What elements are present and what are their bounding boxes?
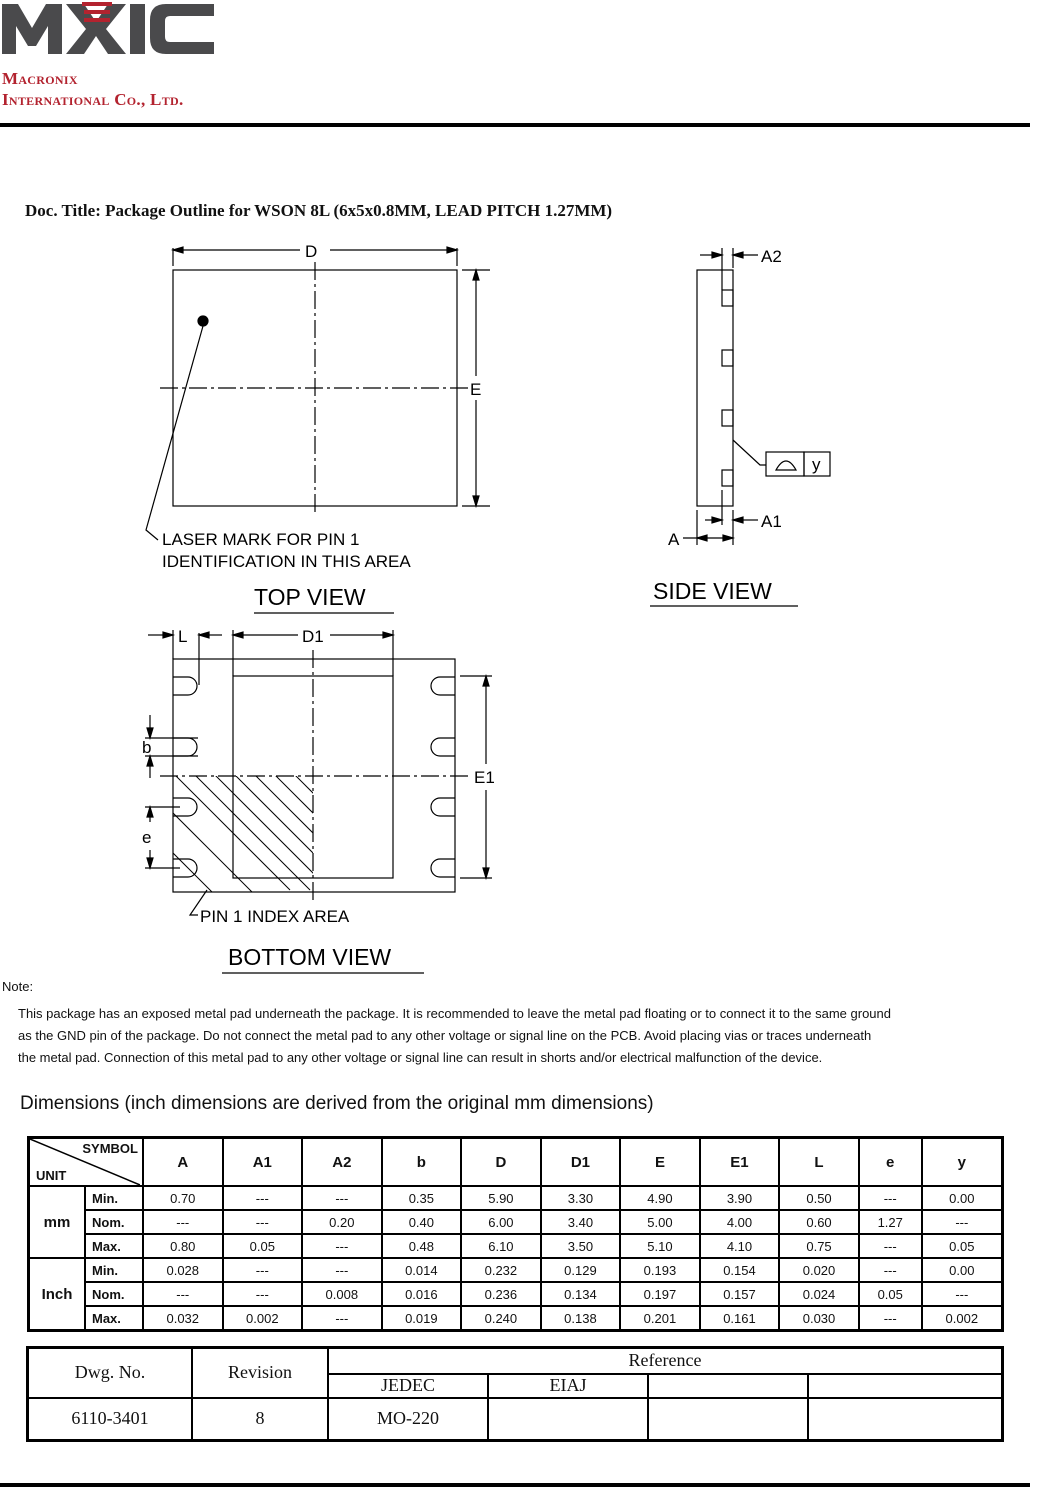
eiaj-value xyxy=(488,1398,648,1441)
dimension-value: 0.05 xyxy=(922,1234,1003,1258)
col-header: e xyxy=(859,1138,922,1187)
company-name xyxy=(2,68,184,110)
top-view-caption: TOP VIEW xyxy=(254,584,366,610)
bottom-view-caption: BOTTOM VIEW xyxy=(228,944,392,970)
dim-label-d: D xyxy=(305,242,318,261)
note-line: as the GND pin of the package. Do not connect the metal pad to any other voltage or signal line on the PCB. Avoid placing vias or traces underneath xyxy=(18,1028,872,1043)
dimension-value: 0.80 xyxy=(143,1234,223,1258)
header-rule xyxy=(0,123,1030,127)
dimension-value: 0.030 xyxy=(779,1306,859,1331)
dim-label-e: E xyxy=(470,380,482,399)
dimension-value: 0.154 xyxy=(700,1258,780,1282)
dimensions-row xyxy=(29,1210,1003,1234)
dimension-value: 0.232 xyxy=(461,1258,541,1282)
dimension-value: --- xyxy=(302,1234,382,1258)
col-header: L xyxy=(779,1138,859,1187)
dimension-value: --- xyxy=(859,1306,922,1331)
unit-cell: Inch xyxy=(29,1258,86,1331)
reference-empty-cell xyxy=(808,1374,1003,1398)
dimension-value: 0.05 xyxy=(859,1282,922,1306)
dimension-value: 0.40 xyxy=(382,1210,462,1234)
note-line: the metal pad. Connection of this metal pad to any other voltage or signal line can result in shorts and/or electrical malfunction of the device. xyxy=(18,1050,823,1065)
note-text xyxy=(18,1003,1044,1069)
dim-label-l: L xyxy=(178,627,188,646)
dimension-value: --- xyxy=(143,1210,223,1234)
dimension-value: --- xyxy=(143,1282,223,1306)
dimension-value: --- xyxy=(302,1306,382,1331)
dimension-value: 0.05 xyxy=(223,1234,303,1258)
dimension-value: --- xyxy=(223,1210,303,1234)
dimension-value: 0.50 xyxy=(779,1186,859,1210)
footer-rule xyxy=(0,1483,1030,1487)
dimension-value: 0.008 xyxy=(302,1282,382,1306)
dimension-value: --- xyxy=(859,1186,922,1210)
laser-mark-note-1: LASER MARK FOR PIN 1 xyxy=(162,530,360,549)
dimensions-body xyxy=(29,1186,1003,1331)
dimension-value: --- xyxy=(223,1186,303,1210)
dimension-value: 0.032 xyxy=(143,1306,223,1331)
dim-label-b: b xyxy=(142,738,152,757)
dimension-value: 0.48 xyxy=(382,1234,462,1258)
dimension-value: 3.30 xyxy=(541,1186,621,1210)
dimensions-row xyxy=(29,1234,1003,1258)
dimension-value: 0.60 xyxy=(779,1210,859,1234)
dim-label-e1: E1 xyxy=(474,768,495,787)
reference-table xyxy=(26,1346,1004,1442)
jedec-label: JEDEC xyxy=(328,1374,488,1398)
dimension-value: 0.002 xyxy=(223,1306,303,1331)
side-view-body xyxy=(697,270,733,506)
note-line: This package has an exposed metal pad underneath the package. It is recommended to leave the metal pad floating or to connect it to the same ground xyxy=(18,1006,891,1021)
dimension-value: --- xyxy=(223,1282,303,1306)
dim-label-a2: A2 xyxy=(761,247,782,266)
reference-empty-cell xyxy=(648,1374,808,1398)
dimensions-row xyxy=(29,1186,1003,1210)
document-title: Doc. Title: Package Outline for WSON 8L (6x5x0.8MM, LEAD PITCH 1.27MM) xyxy=(25,201,613,220)
col-header: D1 xyxy=(541,1138,621,1187)
col-header: E xyxy=(620,1138,700,1187)
row-label: Min. xyxy=(85,1258,143,1282)
dimension-value: 5.90 xyxy=(461,1186,541,1210)
dwg-no-label: Dwg. No. xyxy=(28,1348,193,1398)
dimension-value: 6.10 xyxy=(461,1234,541,1258)
jedec-value: MO-220 xyxy=(328,1398,488,1441)
side-view-caption: SIDE VIEW xyxy=(653,578,772,604)
dimension-value: --- xyxy=(859,1234,922,1258)
dimension-value: --- xyxy=(922,1282,1003,1306)
unit-cell: mm xyxy=(29,1186,86,1258)
pin1-index-note: PIN 1 INDEX AREA xyxy=(200,907,350,926)
dimension-value: 0.014 xyxy=(382,1258,462,1282)
mxic-logo xyxy=(2,2,214,56)
reference-empty-cell xyxy=(808,1398,1003,1441)
row-label: Max. xyxy=(85,1306,143,1331)
row-label: Nom. xyxy=(85,1210,143,1234)
dimension-value: --- xyxy=(859,1258,922,1282)
dimension-value: 4.00 xyxy=(700,1210,780,1234)
dimension-value: 5.10 xyxy=(620,1234,700,1258)
dimension-value: 0.75 xyxy=(779,1234,859,1258)
col-header: A xyxy=(143,1138,223,1187)
company-line-2: International Co., Ltd. xyxy=(2,90,184,109)
dwg-no-value: 6110-3401 xyxy=(28,1398,193,1441)
dimension-value: --- xyxy=(302,1186,382,1210)
dimension-value: 3.40 xyxy=(541,1210,621,1234)
dimension-value: 0.134 xyxy=(541,1282,621,1306)
reference-empty-cell xyxy=(648,1398,808,1441)
dimension-value: 0.024 xyxy=(779,1282,859,1306)
dimension-value: 0.00 xyxy=(922,1186,1003,1210)
dimension-value: 4.10 xyxy=(700,1234,780,1258)
col-header: y xyxy=(922,1138,1003,1187)
col-header: A2 xyxy=(302,1138,382,1187)
dimension-value: 0.70 xyxy=(143,1186,223,1210)
dimension-value: 4.90 xyxy=(620,1186,700,1210)
unit-label: UNIT xyxy=(36,1168,67,1183)
dimension-value: --- xyxy=(922,1210,1003,1234)
dimension-value: 0.157 xyxy=(700,1282,780,1306)
dimension-value: 1.27 xyxy=(859,1210,922,1234)
row-label: Min. xyxy=(85,1186,143,1210)
col-header: b xyxy=(382,1138,462,1187)
dimension-value: 0.35 xyxy=(382,1186,462,1210)
dimension-value: 0.028 xyxy=(143,1258,223,1282)
dim-label-e-pitch: e xyxy=(142,828,152,847)
revision-label: Revision xyxy=(192,1348,328,1398)
col-header: A1 xyxy=(223,1138,303,1187)
symbol-unit-header xyxy=(29,1138,144,1187)
dimension-value: 0.002 xyxy=(922,1306,1003,1331)
dimension-value: --- xyxy=(223,1258,303,1282)
dim-label-a1: A1 xyxy=(761,512,782,531)
dimension-value: 3.90 xyxy=(700,1186,780,1210)
dimension-value: 0.016 xyxy=(382,1282,462,1306)
dimension-value: 0.236 xyxy=(461,1282,541,1306)
dim-label-a: A xyxy=(668,530,680,549)
dimension-value: 6.00 xyxy=(461,1210,541,1234)
tolerance-symbol-y: y xyxy=(812,455,821,474)
dimensions-title: Dimensions (inch dimensions are derived from the original mm dimensions) xyxy=(20,1093,654,1114)
dimension-value: 0.197 xyxy=(620,1282,700,1306)
dimension-value: 0.20 xyxy=(302,1210,382,1234)
dimension-value: 0.240 xyxy=(461,1306,541,1331)
dimension-value: --- xyxy=(302,1258,382,1282)
dimensions-row xyxy=(29,1306,1003,1331)
laser-mark-note-2: IDENTIFICATION IN THIS AREA xyxy=(162,552,411,571)
dimension-value: 0.161 xyxy=(700,1306,780,1331)
symbol-label: SYMBOL xyxy=(82,1141,138,1156)
note-label: Note: xyxy=(2,979,34,994)
dimension-value: 0.201 xyxy=(620,1306,700,1331)
dim-label-d1: D1 xyxy=(302,627,324,646)
row-label: Nom. xyxy=(85,1282,143,1306)
company-line-1: Macronix xyxy=(2,69,78,88)
dimensions-row xyxy=(29,1258,1003,1282)
dimension-value: 0.193 xyxy=(620,1258,700,1282)
dimension-value: 0.019 xyxy=(382,1306,462,1331)
reference-label: Reference xyxy=(328,1348,1003,1374)
col-header: D xyxy=(461,1138,541,1187)
dimension-value: 0.00 xyxy=(922,1258,1003,1282)
col-header: E1 xyxy=(700,1138,780,1187)
package-outline-drawing xyxy=(0,230,1046,975)
eiaj-label: EIAJ xyxy=(488,1374,648,1398)
dimension-value: 0.138 xyxy=(541,1306,621,1331)
row-label: Max. xyxy=(85,1234,143,1258)
dimension-value: 5.00 xyxy=(620,1210,700,1234)
dimension-value: 0.020 xyxy=(779,1258,859,1282)
dimension-value: 0.129 xyxy=(541,1258,621,1282)
dimension-value: 3.50 xyxy=(541,1234,621,1258)
dimensions-header-row xyxy=(29,1138,1003,1187)
dimensions-row xyxy=(29,1282,1003,1306)
revision-value: 8 xyxy=(192,1398,328,1441)
dimensions-table xyxy=(27,1136,1004,1332)
